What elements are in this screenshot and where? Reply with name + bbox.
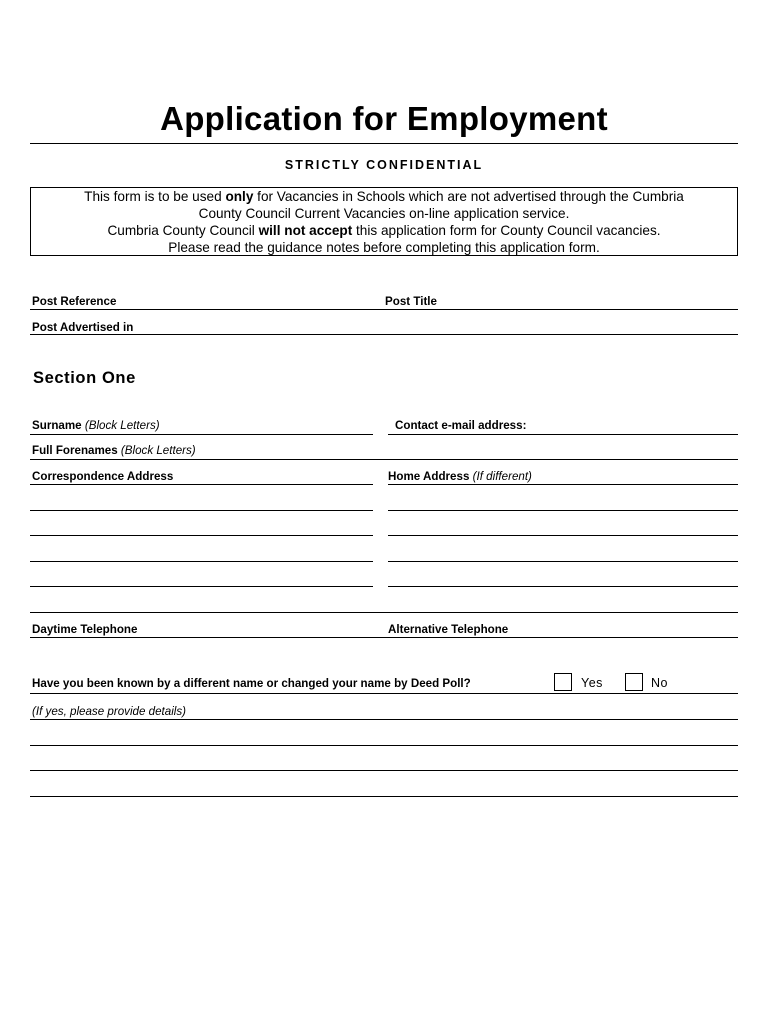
contact-email-label: Contact e-mail address:: [395, 419, 527, 432]
daytime-telephone-label: Daytime Telephone: [32, 623, 138, 636]
correspondence-address-line[interactable]: [30, 586, 373, 587]
name-change-line[interactable]: [30, 693, 738, 694]
forenames-field[interactable]: [30, 459, 738, 460]
home-address-line[interactable]: [388, 484, 738, 485]
post-reference-field[interactable]: [30, 309, 738, 310]
contact-email-field[interactable]: [388, 434, 738, 435]
details-line[interactable]: [30, 719, 738, 720]
details-line[interactable]: [30, 796, 738, 797]
section-one-heading: Section One: [33, 369, 136, 387]
title-divider: [30, 143, 738, 144]
correspondence-address-line[interactable]: [30, 484, 373, 485]
name-change-question: Have you been known by a different name or changed your name by Deed Poll?: [32, 677, 471, 690]
confidential-label: STRICTLY CONFIDENTIAL: [284, 158, 484, 172]
correspondence-address-line[interactable]: [30, 510, 373, 511]
home-address-line[interactable]: [388, 561, 738, 562]
correspondence-address-line[interactable]: [30, 535, 373, 536]
notice-line-2: County Council Current Vacancies on-line application service.: [198, 206, 570, 221]
notice-line-4: Please read the guidance notes before completing this application form.: [168, 240, 600, 255]
post-advertised-label: Post Advertised in: [32, 321, 134, 334]
notice-box: [30, 187, 738, 256]
yes-label: Yes: [581, 676, 603, 690]
telephone-field[interactable]: [30, 637, 738, 638]
details-note: (If yes, please provide details): [32, 705, 187, 718]
notice-line-3: Cumbria County Council will not accept this application form for County Council vacancies.: [107, 223, 661, 238]
page-title: Application for Employment: [160, 100, 608, 137]
surname-field[interactable]: [30, 434, 373, 435]
yes-checkbox[interactable]: [554, 673, 572, 691]
home-address-line[interactable]: [388, 510, 738, 511]
home-address-line[interactable]: [388, 535, 738, 536]
correspondence-address-line[interactable]: [30, 561, 373, 562]
details-line[interactable]: [30, 770, 738, 771]
no-label: No: [651, 676, 668, 690]
surname-label: Surname (Block Letters): [32, 419, 160, 432]
home-address-line[interactable]: [388, 586, 738, 587]
post-advertised-field[interactable]: [30, 334, 738, 335]
alternative-telephone-label: Alternative Telephone: [388, 623, 509, 636]
correspondence-address-label: Correspondence Address: [32, 470, 174, 483]
forenames-label: Full Forenames (Block Letters): [32, 444, 196, 457]
post-title-label: Post Title: [385, 295, 437, 308]
no-checkbox[interactable]: [625, 673, 643, 691]
notice-line-1: This form is to be used only for Vacancies in Schools which are not advertised through the Cumbria: [84, 189, 684, 204]
home-address-label: Home Address (If different): [388, 470, 532, 483]
address-bottom-line[interactable]: [30, 612, 738, 613]
post-reference-label: Post Reference: [32, 295, 117, 308]
details-line[interactable]: [30, 745, 738, 746]
